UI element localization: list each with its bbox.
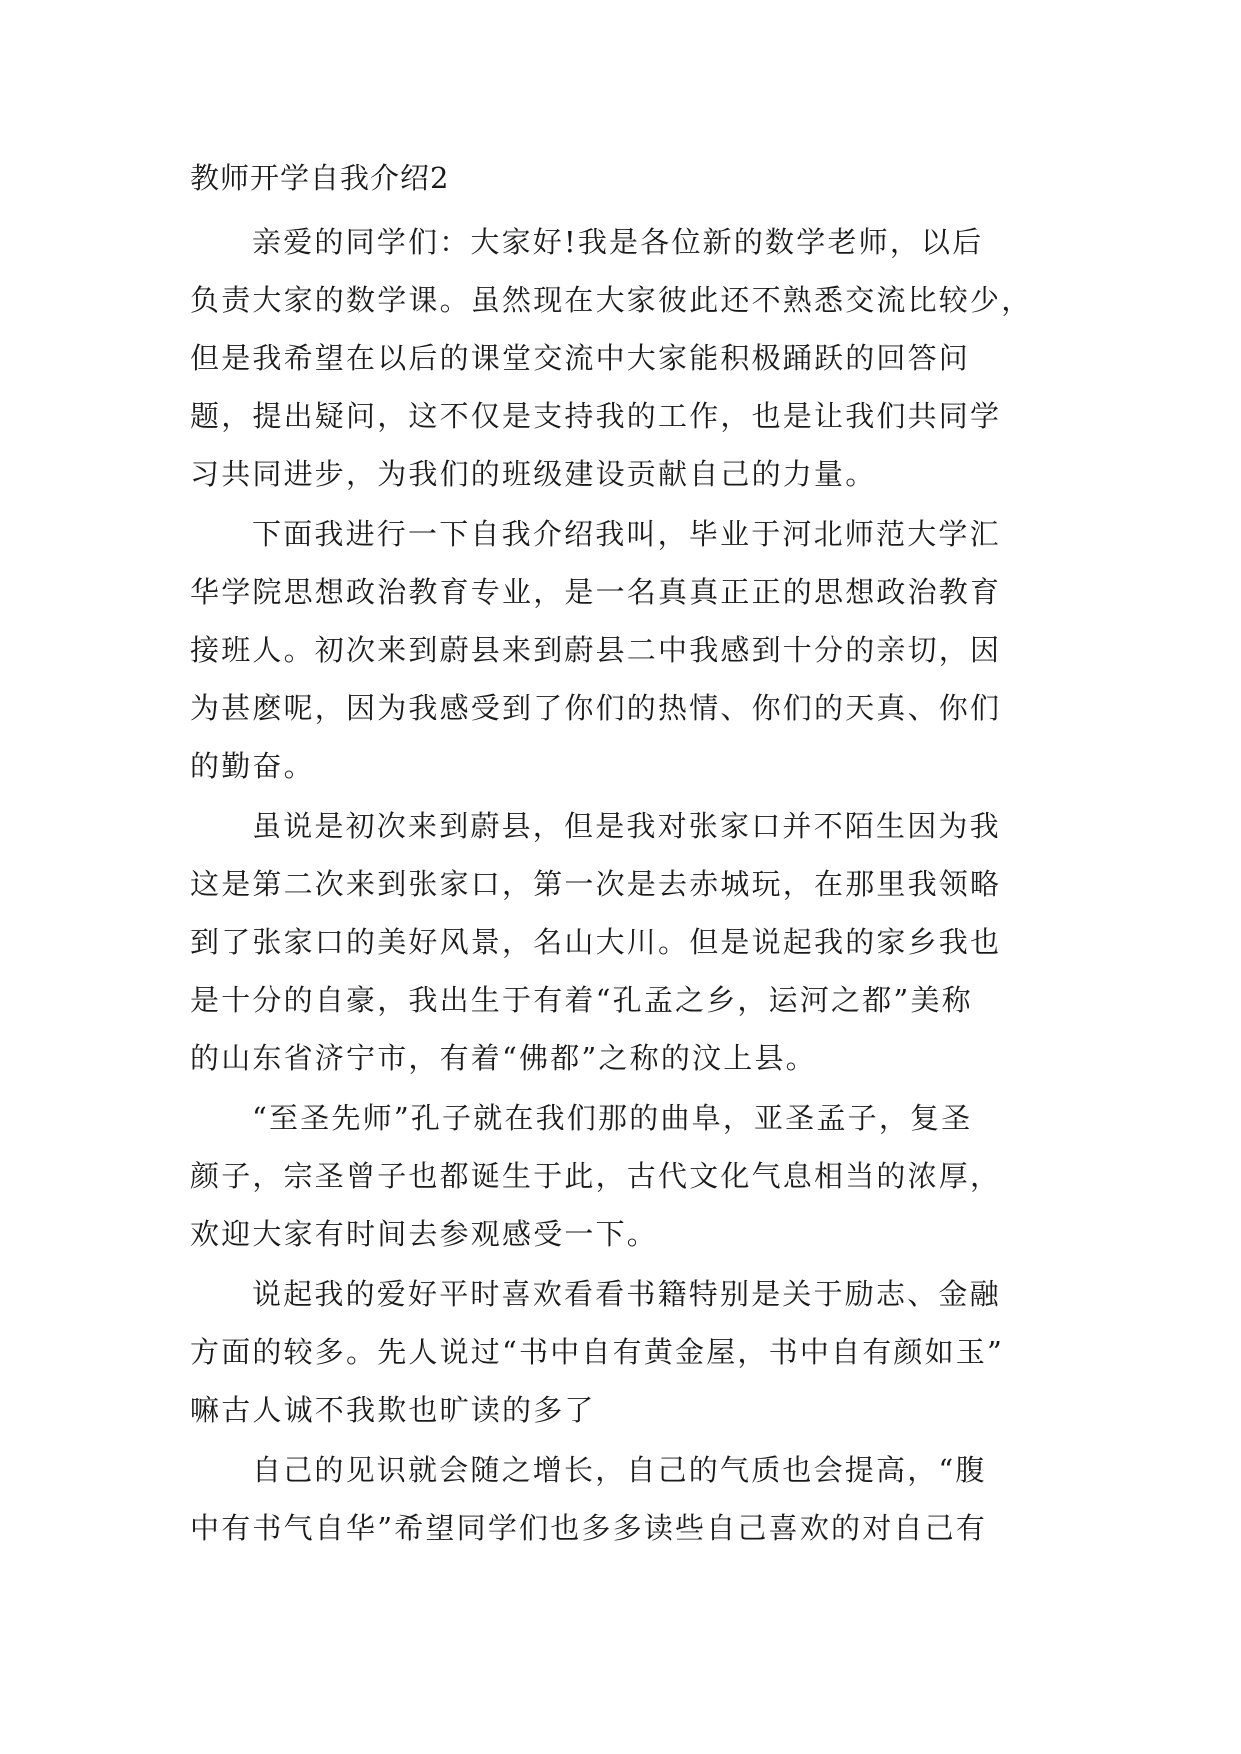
paragraph-line: 为甚麽呢，因为我感受到了你们的热情、你们的天真、你们 <box>190 691 1002 725</box>
paragraph-line: 嘛古人诚不我欺也旷读的多了 <box>190 1393 596 1427</box>
paragraph-line: 习共同进步，为我们的班级建设贡献自己的力量。 <box>190 457 877 491</box>
paragraph-line: 自己的见识就会随之增长，自己的气质也会提高，“腹 <box>252 1453 987 1487</box>
paragraph-line: 华学院思想政治教育专业，是一名真真正正的思想政治教育 <box>190 575 1002 609</box>
paragraph-line: 这是第二次来到张家口，第一次是去赤城玩，在那里我领略 <box>190 867 1002 901</box>
paragraph-line: 下面我进行一下自我介绍我叫，毕业于河北师范大学汇 <box>252 517 1001 551</box>
paragraph-line: 到了张家口的美好风景，名山大川。但是说起我的家乡我也 <box>190 925 1002 959</box>
paragraph-line: 的勤奋。 <box>190 749 315 783</box>
paragraph-line: 亲爱的同学们：大家好!我是各位新的数学老师，以后 <box>252 225 984 259</box>
paragraph-line: 是十分的自豪，我出生于有着“孔孟之乡，运河之都”美称 <box>190 983 973 1017</box>
document-title: 教师开学自我介绍2 <box>190 161 450 195</box>
paragraph-line: 虽说是初次来到蔚县，但是我对张家口并不陌生因为我 <box>252 809 1001 843</box>
paragraph-line: “至圣先师”孔子就在我们那的曲阜，亚圣孟子，复圣 <box>252 1101 973 1135</box>
paragraph-line: 欢迎大家有时间去参观感受一下。 <box>190 1217 659 1251</box>
paragraph-line: 接班人。初次来到蔚县来到蔚县二中我感到十分的亲切，因 <box>190 633 1002 667</box>
paragraph-line: 颜子，宗圣曾子也都诞生于此，古代文化气息相当的浓厚， <box>190 1159 1002 1193</box>
paragraph-line: 说起我的爱好平时喜欢看看书籍特别是关于励志、金融 <box>252 1277 1001 1311</box>
paragraph-line: 题，提出疑问，这不仅是支持我的工作，也是让我们共同学 <box>190 399 1002 433</box>
paragraph-line: 负责大家的数学课。虽然现在大家彼此还不熟悉交流比较少， <box>190 283 1033 317</box>
paragraph-line: 的山东省济宁市，有着“佛都”之称的汶上县。 <box>190 1041 817 1075</box>
paragraph-line: 方面的较多。先人说过“书中自有黄金屋，书中自有颜如玉” <box>190 1335 1005 1369</box>
paragraph-line: 中有书气自华”希望同学们也多多读些自己喜欢的对自己有 <box>190 1511 988 1545</box>
paragraph-line: 但是我希望在以后的课堂交流中大家能积极踊跃的回答问 <box>190 341 971 375</box>
